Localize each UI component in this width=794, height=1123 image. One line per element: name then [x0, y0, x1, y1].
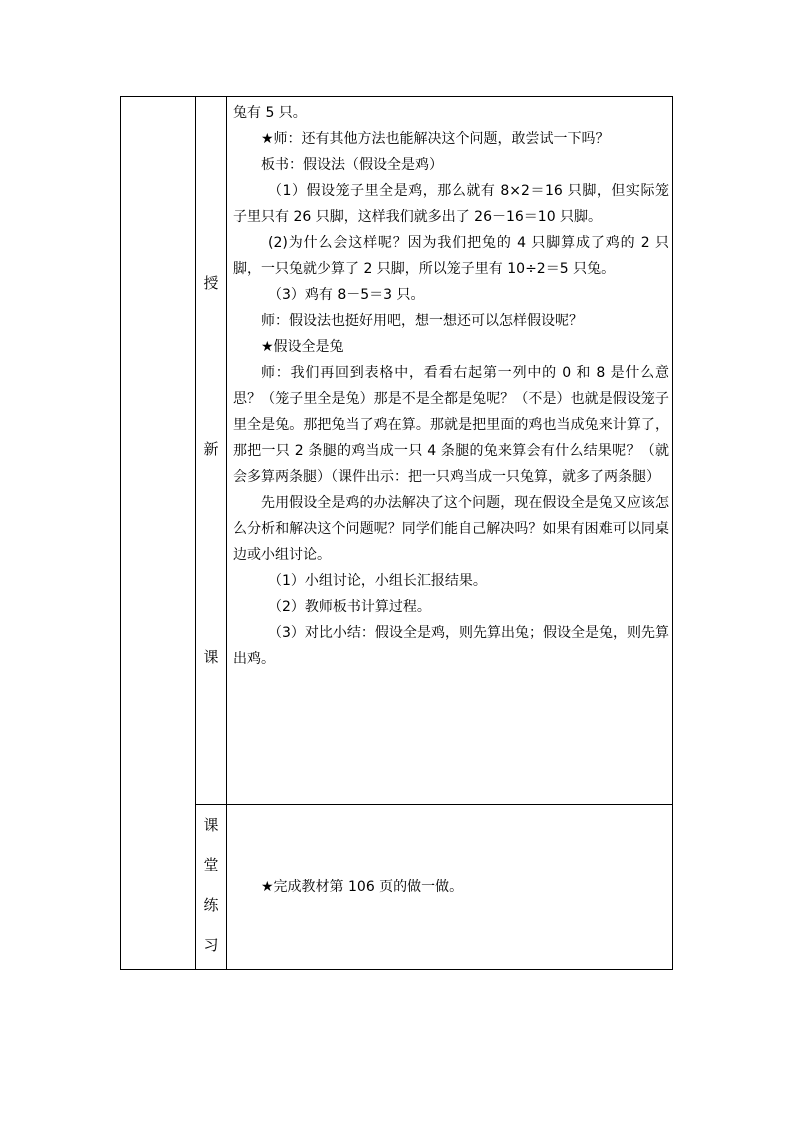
- practice-text: ★完成教材第 106 页的做一做。: [261, 879, 464, 895]
- lesson-paragraph: ★假设全是兔: [261, 339, 344, 355]
- section-label-char: 课: [203, 648, 219, 666]
- lesson-paragraph: 师：假设法也挺好用吧，想一想还可以怎样假设呢？: [261, 313, 583, 329]
- lesson-paragraph: 师：我们再回到表格中，看看右起第一列中的 0 和 8 是什么意思？（笼子里全是兔）那是不是全都是兔呢？（不是）也就是假设笼子里全是兔。那把兔当了鸡在算。那就是把里面的鸡也当成兔来计算了，那把一只 2 条腿的鸡当成一只 4 条腿的兔来算会有什么结果呢？（就会多算两条腿）（课件出示：把一只鸡当成一只兔算，就多了两条腿）: [233, 365, 669, 485]
- lesson-paragraph: （1）小组讨论，小组长汇报结果。: [268, 573, 487, 589]
- section-label-char: 堂: [203, 856, 219, 874]
- lesson-paragraph: （2）教师板书计算过程。: [268, 599, 431, 615]
- lesson-paragraph: 兔有 5 只。: [233, 105, 307, 121]
- lesson-paragraph: （1）假设笼子里全是鸡，那么就有 8×2＝16 只脚，但实际笼子里只有 26 只脚，这样我们就多出了 26－16＝10 只脚。: [233, 183, 669, 225]
- lesson-paragraph: 板书：假设法（假设全是鸡）: [261, 157, 443, 173]
- section-label-char: 授: [203, 274, 219, 292]
- section-label-char: 课: [203, 816, 219, 834]
- lesson-paragraph: ★师：还有其他方法也能解决这个问题，敢尝试一下吗？: [261, 131, 610, 147]
- row-divider: [195, 804, 672, 805]
- lesson-paragraph: （3）鸡有 8－5＝3 只。: [268, 287, 425, 303]
- column-divider-right: [226, 97, 227, 969]
- section-label-char: 新: [203, 440, 219, 458]
- section-label-char: 习: [203, 936, 219, 954]
- lesson-plan-table: [120, 96, 673, 970]
- lesson-paragraph: 先用假设全是鸡的办法解决了这个问题，现在假设全是兔又应该怎么分析和解决这个问题呢？同学们能自己解决吗？如果有困难可以同桌边或小组讨论。: [233, 495, 669, 563]
- lesson-paragraph: (2)为什么会这样呢？因为我们把兔的 4 只脚算成了鸡的 2 只脚，一只兔就少算了 2 只脚，所以笼子里有 10÷2＝5 只兔。: [233, 235, 669, 277]
- lesson-paragraph: （3）对比小结：假设全是鸡，则先算出兔；假设全是兔，则先算出鸡。: [233, 625, 669, 667]
- column-divider-left: [195, 97, 196, 969]
- section-label-char: 练: [203, 896, 219, 914]
- lesson-content: [233, 100, 669, 672]
